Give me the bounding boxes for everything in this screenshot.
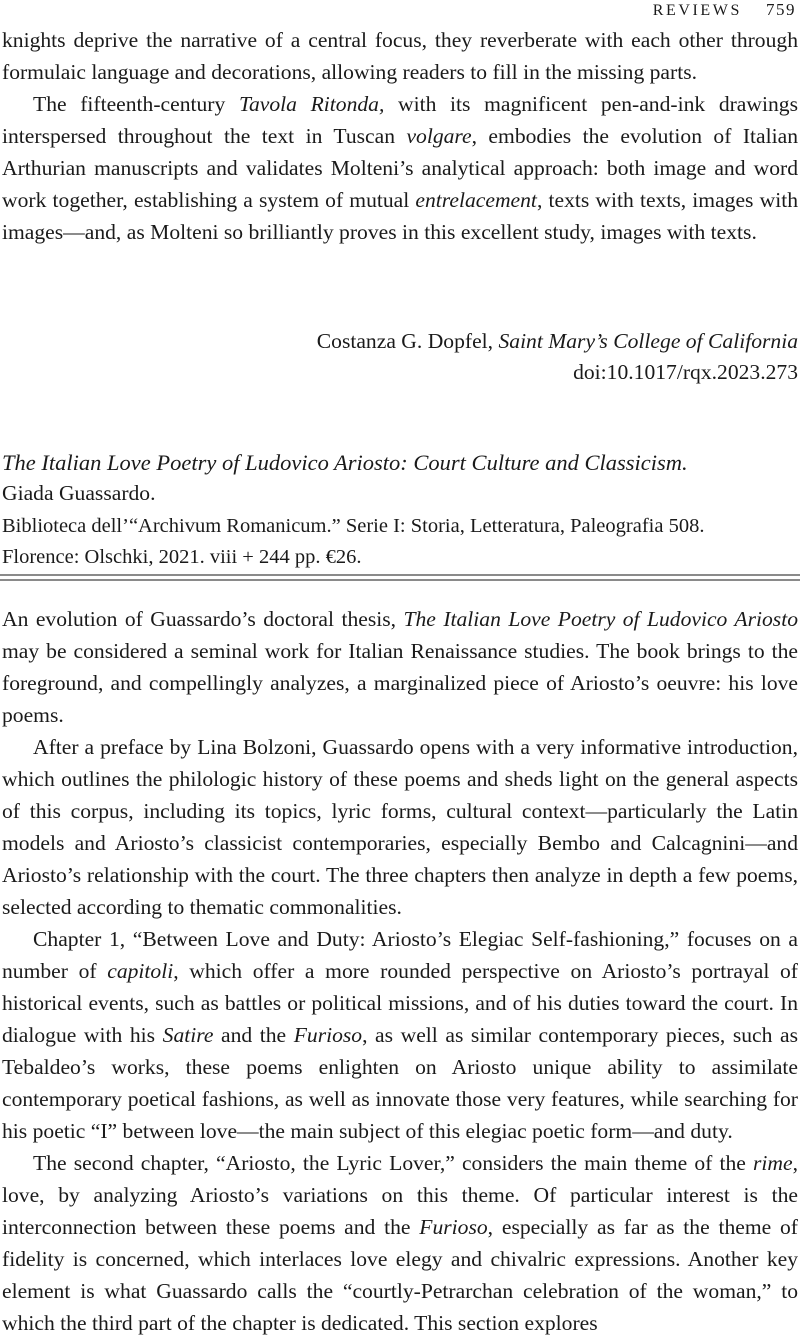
rule-line-bottom <box>0 579 800 581</box>
italic-text: Satire <box>162 1023 214 1047</box>
text-run: and the <box>213 1023 294 1047</box>
text-run: with its magnificent pen-and-ink drawings interspersed throughout the text in Tuscan <box>2 92 798 148</box>
paragraph <box>2 603 798 731</box>
rule-line-top <box>0 574 800 576</box>
review-header <box>2 447 798 573</box>
doi: doi:10.1017/rqx.2023.273 <box>573 360 798 384</box>
text-run: , which offer a more rounded perspective on Ariosto’s portrayal of historical events, such as battles or political missions, and of his duties toward the court. In dialogue with his <box>2 959 798 1047</box>
text-run: , texts with texts, images with images—and, as Molteni so brilliantly proves in this excellent study, images with texts. <box>2 188 799 244</box>
italic-text: Furioso <box>419 1215 488 1239</box>
text-run: may be considered a seminal work for Italian Renaissance studies. The book brings to the foreground, and compellingly analyzes, a marginalized piece of Ariosto’s oeuvre: his love poems. <box>2 639 798 727</box>
review-body <box>2 603 798 1339</box>
italic-text: Tavola Ritonda, <box>238 92 385 116</box>
reviewer-name: Costanza G. Dopfel, <box>316 329 494 353</box>
italic-text: capitoli <box>107 959 174 983</box>
text-run: Chapter 1, “Between Love and Duty: Ariosto’s Elegiac Self-fashioning,” focuses on a number of <box>2 927 798 983</box>
reviewer-signature <box>317 326 798 388</box>
text-run: The second chapter, “Ariosto, the Lyric Lover,” considers the main theme of the <box>33 1151 753 1175</box>
text-run: An evolution of Guassardo’s doctoral thesis, <box>2 607 404 631</box>
series-line: Biblioteca dell’“Archivum Romanicum.” Serie I: Storia, Letteratura, Paleografia 508. <box>2 515 705 537</box>
reviewer-line <box>317 326 798 357</box>
text-run: , embodies the evolution of Italian Arthurian manuscripts and validates Molteni’s analytical approach: both image and word work together, establishing a system of mutual <box>2 124 798 212</box>
page-number: 759 <box>766 0 796 19</box>
text-run: After a preface by Lina Bolzoni, Guassardo opens with a very informative introduction, which outlines the philologic history of these poems and sheds light on the general aspects of this corpus, including its topics, lyric forms, cultural context—particularly the Latin models and Ariosto’s classicist contemporaries, especially Bembo and Calcagnini—and Ariosto’s relationship with the court. The three chapters then analyze in depth a few poems, selected according to thematic commonalities. <box>2 735 798 919</box>
running-head <box>653 0 796 22</box>
italic-text: entrelacement <box>415 188 537 212</box>
paragraph <box>2 923 798 1147</box>
italic-text: rime <box>753 1151 793 1175</box>
text-run: , love, by analyzing Ariosto’s variations on this theme. Of particular interest is the interconnection between these poems and the <box>2 1151 798 1239</box>
reviewer-affiliation: Saint Mary’s College of California <box>498 329 798 353</box>
paragraph <box>2 88 798 248</box>
publication-line: Florence: Olschki, 2021. viii + 244 pp. €26. <box>2 546 362 568</box>
previous-review-body <box>2 24 798 248</box>
double-rule-divider <box>0 574 800 582</box>
italic-text: Furioso <box>293 1023 363 1047</box>
text-run: , especially as far as the theme of fidelity is concerned, which interlaces love elegy and chivalric expressions. Another key element is what Guassardo calls the “courtly-Petrarchan celebration of the woman,” to which the third part of the chapter is dedicated. This section explores <box>2 1215 798 1335</box>
text-run: knights deprive the narrative of a central focus, they reverberate with each other through formulaic language and decorations, allowing readers to fill in the missing parts. <box>2 28 798 84</box>
italic-text: volgare <box>406 124 472 148</box>
text-run: , as well as similar contemporary pieces, such as Tebaldeo’s works, these poems enlighten on Ariosto unique ability to assimilate contemporary poetical fashions, as well as innovate those very features, while searching for his poetic “I” between love—the main subject of this elegiac poetic form—and duty. <box>2 1023 798 1143</box>
paragraph <box>2 731 798 923</box>
italic-text: The Italian Love Poetry of Ludovico Ariosto <box>403 607 798 631</box>
paragraph <box>2 24 798 88</box>
paragraph <box>2 1147 798 1339</box>
text-run: The fifteenth-century <box>33 92 239 116</box>
book-author: Giada Guassardo. <box>2 481 156 505</box>
book-title: The Italian Love Poetry of Ludovico Ariosto: Court Culture and Classicism. <box>2 450 688 475</box>
running-head-title: REVIEWS <box>652 2 742 19</box>
